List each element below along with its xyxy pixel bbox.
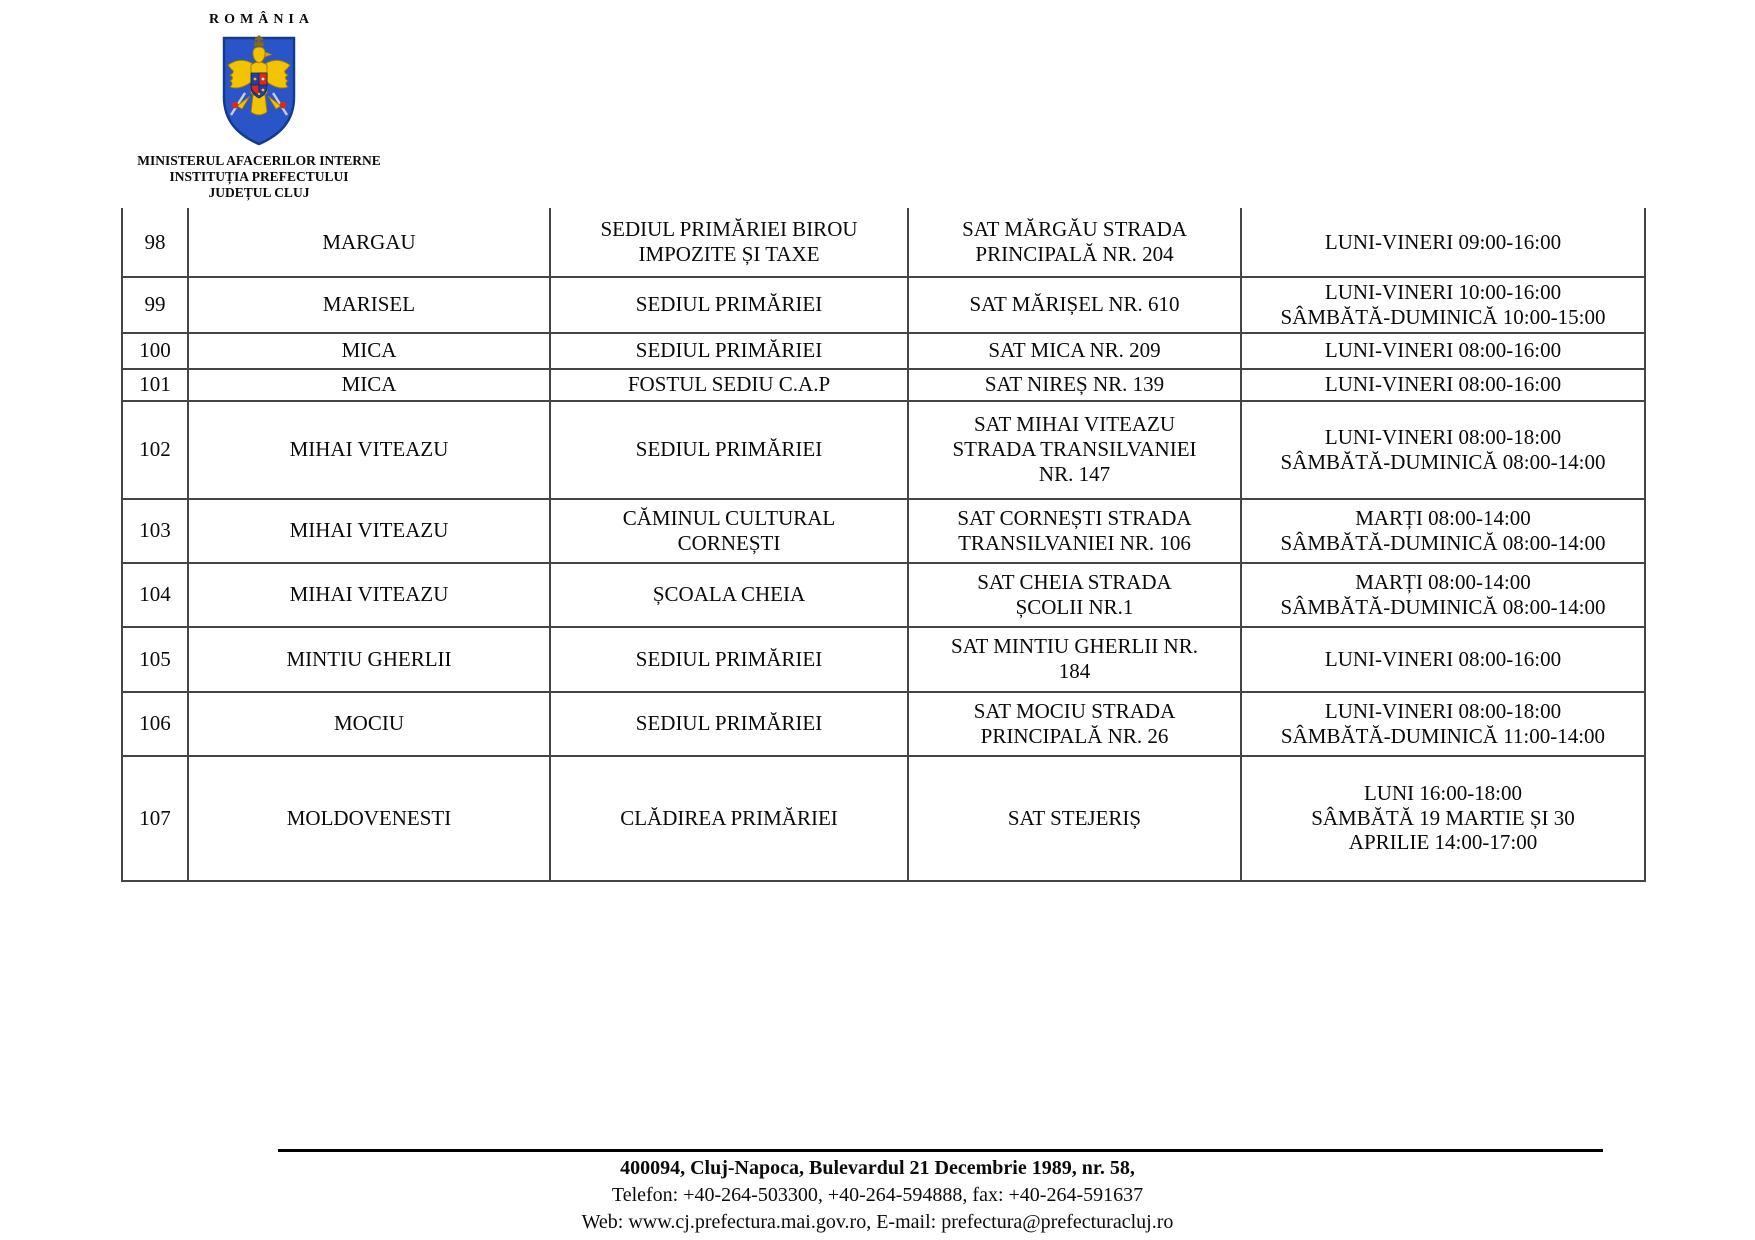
romania-coat-of-arms: [221, 35, 297, 147]
locality-cell: MINTIU GHERLII: [188, 627, 550, 692]
address-cell: SAT MĂRIȘEL NR. 610: [908, 277, 1241, 333]
row-number-cell: 104: [122, 563, 188, 627]
locality-cell: MIHAI VITEAZU: [188, 401, 550, 499]
table-row: [122, 692, 1645, 756]
location-cell: SEDIUL PRIMĂRIEI: [550, 333, 908, 369]
table-row: [122, 627, 1645, 692]
locality-cell: MIHAI VITEAZU: [188, 563, 550, 627]
row-number-cell: 98: [122, 208, 188, 277]
location-cell: CLĂDIREA PRIMĂRIEI: [550, 756, 908, 881]
location-cell: CĂMINUL CULTURAL CORNEȘTI: [550, 499, 908, 563]
locality-cell: MARISEL: [188, 277, 550, 333]
locality-cell: MICA: [188, 369, 550, 401]
schedule-cell: MARȚI 08:00-14:00 SÂMBĂTĂ-DUMINICĂ 08:00-14:00: [1241, 563, 1645, 627]
schedule-cell: LUNI-VINERI 08:00-16:00: [1241, 627, 1645, 692]
schedule-table-body: [122, 208, 1645, 881]
row-number-cell: 107: [122, 756, 188, 881]
table-row: [122, 208, 1645, 277]
ministry-line: INSTITUȚIA PREFECTULUI: [169, 169, 349, 184]
table-row: [122, 277, 1645, 333]
address-cell: SAT MOCIU STRADA PRINCIPALĂ NR. 26: [908, 692, 1241, 756]
footer-address: 400094, Cluj-Napoca, Bulevardul 21 Decembrie 1989, nr. 58,: [620, 1157, 1135, 1179]
address-cell: SAT MIHAI VITEAZU STRADA TRANSILVANIEI NR. 147: [908, 401, 1241, 499]
row-number-cell: 103: [122, 499, 188, 563]
location-cell: SEDIUL PRIMĂRIEI BIROU IMPOZITE ȘI TAXE: [550, 208, 908, 277]
ministry-line: MINISTERUL AFACERILOR INTERNE: [137, 153, 381, 168]
locality-cell: MOLDOVENESTI: [188, 756, 550, 881]
locality-cell: MARGAU: [188, 208, 550, 277]
schedule-cell: LUNI-VINERI 08:00-16:00: [1241, 333, 1645, 369]
address-cell: SAT MICA NR. 209: [908, 333, 1241, 369]
table-row: [122, 369, 1645, 401]
location-cell: FOSTUL SEDIU C.A.P: [550, 369, 908, 401]
footer-phone: Telefon: +40-264-503300, +40-264-594888, fax: +40-264-591637: [611, 1184, 1144, 1206]
row-number-cell: 105: [122, 627, 188, 692]
footer-divider: [278, 1149, 1603, 1152]
location-cell: SEDIUL PRIMĂRIEI: [550, 692, 908, 756]
country-title: ROMÂNIA: [209, 12, 314, 27]
table-row: [122, 401, 1645, 499]
row-number-cell: 101: [122, 369, 188, 401]
row-number-cell: 100: [122, 333, 188, 369]
schedule-cell: LUNI-VINERI 09:00-16:00: [1241, 208, 1645, 277]
schedule-cell: LUNI-VINERI 10:00-16:00 SÂMBĂTĂ-DUMINICĂ 10:00-15:00: [1241, 277, 1645, 333]
table-row: [122, 756, 1645, 881]
locality-cell: MICA: [188, 333, 550, 369]
schedule-cell: LUNI-VINERI 08:00-16:00: [1241, 369, 1645, 401]
schedule-cell: LUNI-VINERI 08:00-18:00 SÂMBĂTĂ-DUMINICĂ 08:00-14:00: [1241, 401, 1645, 499]
row-number-cell: 102: [122, 401, 188, 499]
schedule-cell: LUNI 16:00-18:00 SÂMBĂTĂ 19 MARTIE ȘI 30 APRILIE 14:00-17:00: [1241, 756, 1645, 881]
address-cell: SAT CHEIA STRADA ȘCOLII NR.1: [908, 563, 1241, 627]
address-cell: SAT STEJERIȘ: [908, 756, 1241, 881]
address-cell: SAT NIREȘ NR. 139: [908, 369, 1241, 401]
table-row: [122, 333, 1645, 369]
letterhead: [109, 12, 409, 201]
row-number-cell: 99: [122, 277, 188, 333]
address-cell: SAT CORNEȘTI STRADA TRANSILVANIEI NR. 106: [908, 499, 1241, 563]
ministry-block: [109, 153, 409, 201]
footer: [0, 1155, 1755, 1236]
locality-cell: MOCIU: [188, 692, 550, 756]
footer-web: Web: www.cj.prefectura.mai.gov.ro, E-mail: prefectura@prefecturacluj.ro: [581, 1211, 1174, 1233]
location-cell: ȘCOALA CHEIA: [550, 563, 908, 627]
location-cell: SEDIUL PRIMĂRIEI: [550, 627, 908, 692]
table-row: [122, 499, 1645, 563]
row-number-cell: 106: [122, 692, 188, 756]
ministry-line: JUDEȚUL CLUJ: [208, 185, 310, 200]
schedule-cell: MARȚI 08:00-14:00 SÂMBĂTĂ-DUMINICĂ 08:00-14:00: [1241, 499, 1645, 563]
address-cell: SAT MĂRGĂU STRADA PRINCIPALĂ NR. 204: [908, 208, 1241, 277]
location-cell: SEDIUL PRIMĂRIEI: [550, 277, 908, 333]
schedule-cell: LUNI-VINERI 08:00-18:00 SÂMBĂTĂ-DUMINICĂ 11:00-14:00: [1241, 692, 1645, 756]
schedule-table: [121, 208, 1646, 882]
table-row: [122, 563, 1645, 627]
address-cell: SAT MINTIU GHERLII NR. 184: [908, 627, 1241, 692]
locality-cell: MIHAI VITEAZU: [188, 499, 550, 563]
location-cell: SEDIUL PRIMĂRIEI: [550, 401, 908, 499]
